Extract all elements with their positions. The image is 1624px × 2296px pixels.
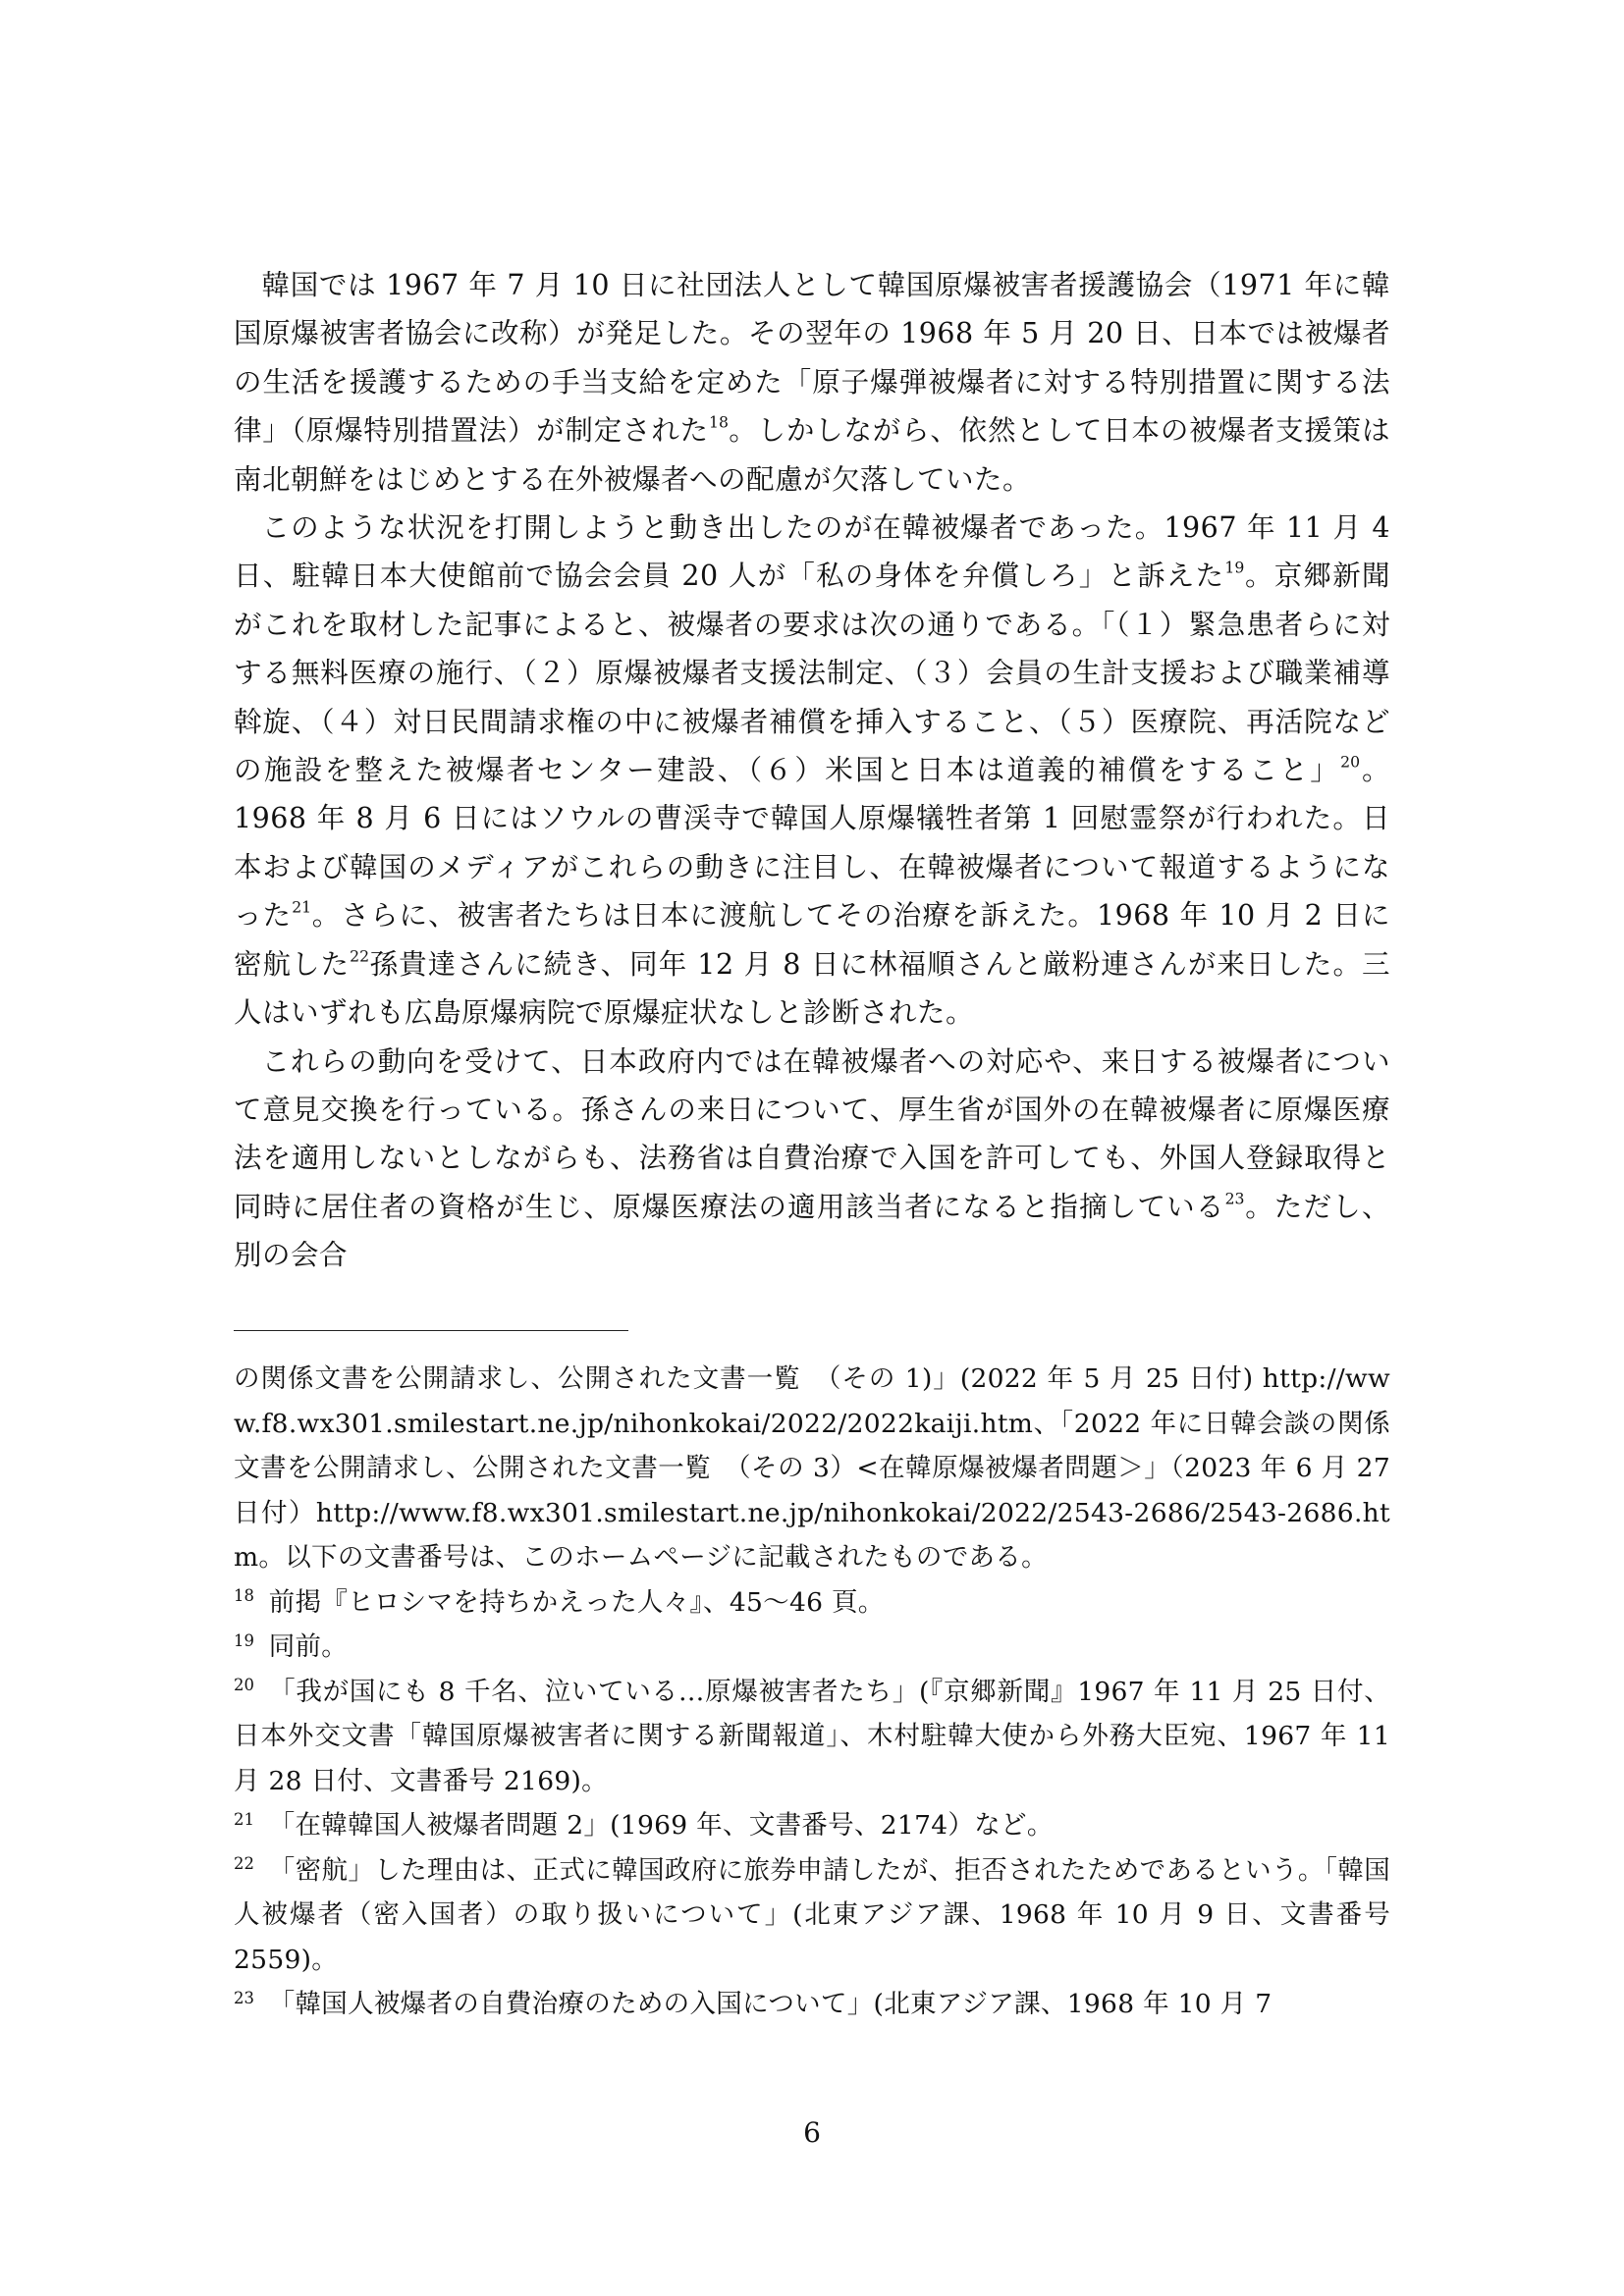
footnote-22 [234,1848,1390,1983]
footnote-number: 18 [234,1586,254,1606]
footnote-text: 「在韓韓国人被爆者問題 2」(1969 年、文書番号、2174）など。 [268,1810,1054,1841]
footnote-23 [234,1982,1390,2027]
paragraph-2-text-4: 。さらに、被害者たちは日本に渡航してその治療を訴えた。1968 年 10 月 2 日に密航した [234,899,1390,981]
paragraph-3-text-1: これらの動向を受けて、日本政府内では在韓被爆者への対応や、来日する被爆者について意見交換を行っている。孫さんの来日について、厚生省が国外の在韓被爆者に原爆医療法を適用しないとしながらも、法務省は自費治療で入国を許可しても、外国人登録取得と同時に居住者の資格が生じ、原爆医療法の適用該当者になると指摘している [234,1044,1390,1223]
paragraph-1 [234,261,1390,504]
paragraph-3 [234,1038,1390,1280]
footnote-ref-22: 22 [350,946,370,966]
paragraph-1-text-2: 。しかしながら、依然として日本の被爆者支援策は南北朝鮮をはじめとする在外被爆者への配慮が欠落していた。 [234,414,1390,496]
footnote-continuation: の関係文書を公開請求し、公開された文書一覧 （その 1)」(2022 年 5 月 25 日付) http://www.f8.wx301.smilestart.ne.jp/nihonkokai/2022/2022kaiji.htm、「2022 年に日韓会談の関係文書を公開請求し、公開された文書一覧 （その 3）<在韓原爆被爆者問題＞」（2023 年 6 月 27 日付）http://www.f8.wx301.smilestart.ne.jp/nihonkokai/2022/2543-2686/2543-2686.htm。以下の文書番号は、このホームページに記載されたものである。 [234,1363,1390,1573]
body-text [234,261,1390,1280]
footnote-20 [234,1670,1390,1804]
footnote-ref-21: 21 [292,897,312,917]
footnote-ref-23: 23 [1224,1189,1245,1208]
page-number: 6 [803,2116,821,2149]
footnotes [234,1357,1390,2027]
footnote-18 [234,1580,1390,1626]
paragraph-2 [234,504,1390,1037]
footnote-number: 21 [234,1809,254,1829]
paragraph-2-text-1: このような状況を打開しようと動き出したのが在韓被爆者であった。1967 年 11 月 4 日、駐韓日本大使館前で協会会員 20 人が「私の身体を弁償しろ」と訴えた [234,511,1390,593]
footnote-number: 22 [234,1854,254,1874]
footnote-text: 「韓国人被爆者の自費治療のための入国について」(北東アジア課、1968 年 10 月 7 [268,1989,1272,2019]
paragraph-2-text-5: 孫貴達さんに続き、同年 12 月 8 日に林福順さんと厳粉連さんが来日した。三人はいずれも広島原爆病院で原爆症状なしと診断された。 [234,947,1390,1030]
footnote-ref-18: 18 [708,412,729,432]
footnote-19 [234,1625,1390,1670]
footnote-ref-19: 19 [1224,558,1245,577]
footnote-21 [234,1803,1390,1848]
footnote-ref-20: 20 [1340,752,1361,772]
paragraph-2-text-2: 。京郷新聞がこれを取材した記事によると、被爆者の要求は次の通りである。「（１）緊急患者らに対する無料医療の施行、（２）原爆被爆者支援法制定、（３）会員の生計支援および職業補導斡旋、（４）対日民間請求権の中に被爆者補償を挿入すること、（５）医療院、再活院などの施設を整えた被爆者センター建設、（６）米国と日本は道義的補償をすること」 [234,560,1390,787]
paragraph-1-text-1: 韓国では 1967 年 7 月 10 日に社団法人として韓国原爆被害者援護協会（1971 年に韓国原爆被害者協会に改称）が発足した。その翌年の 1968 年 5 月 20 日、日本では被爆者の生活を援護するための手当支給を定めた「原子爆弾被爆者に対する特別措置に関する法律」（原爆特別措置法）が制定された [234,269,1390,448]
footnote-separator [234,1330,628,1331]
footnote-text: 前掲『ヒロシマを持ちかえった人々』、45〜46 頁。 [268,1586,885,1618]
footnote-number: 23 [234,1988,254,2007]
footnote-number: 19 [234,1630,254,1650]
paragraph-2-text-3: 。1968 年 8 月 6 日にはソウルの曹渓寺で韓国人原爆犠牲者第 1 回慰霊祭が行われた。日本および韓国のメディアがこれらの動きに注目し、在韓被爆者について報道するようになった [234,754,1390,933]
footnote-text: 「密航」した理由は、正式に韓国政府に旅券申請したが、拒否されたためであるという。「韓国人被爆者（密入国者）の取り扱いについて」(北東アジア課、1968 年 10 月 9 日、文書番号 2559)。 [234,1854,1390,1975]
footnote-number: 20 [234,1676,254,1695]
footnote-text: 同前。 [268,1631,349,1662]
footnote-text: 「我が国にも 8 千名、泣いている…原爆被害者たち」(『京郷新聞』1967 年 11 月 25 日付、日本外交文書「韓国原爆被害者に関する新聞報道」、木村駐韓大使から外務大臣宛、1967 年 11 月 28 日付、文書番号 2169)。 [234,1676,1390,1796]
paragraph-3-text-2: 。ただし、別の会合 [234,1190,1390,1272]
